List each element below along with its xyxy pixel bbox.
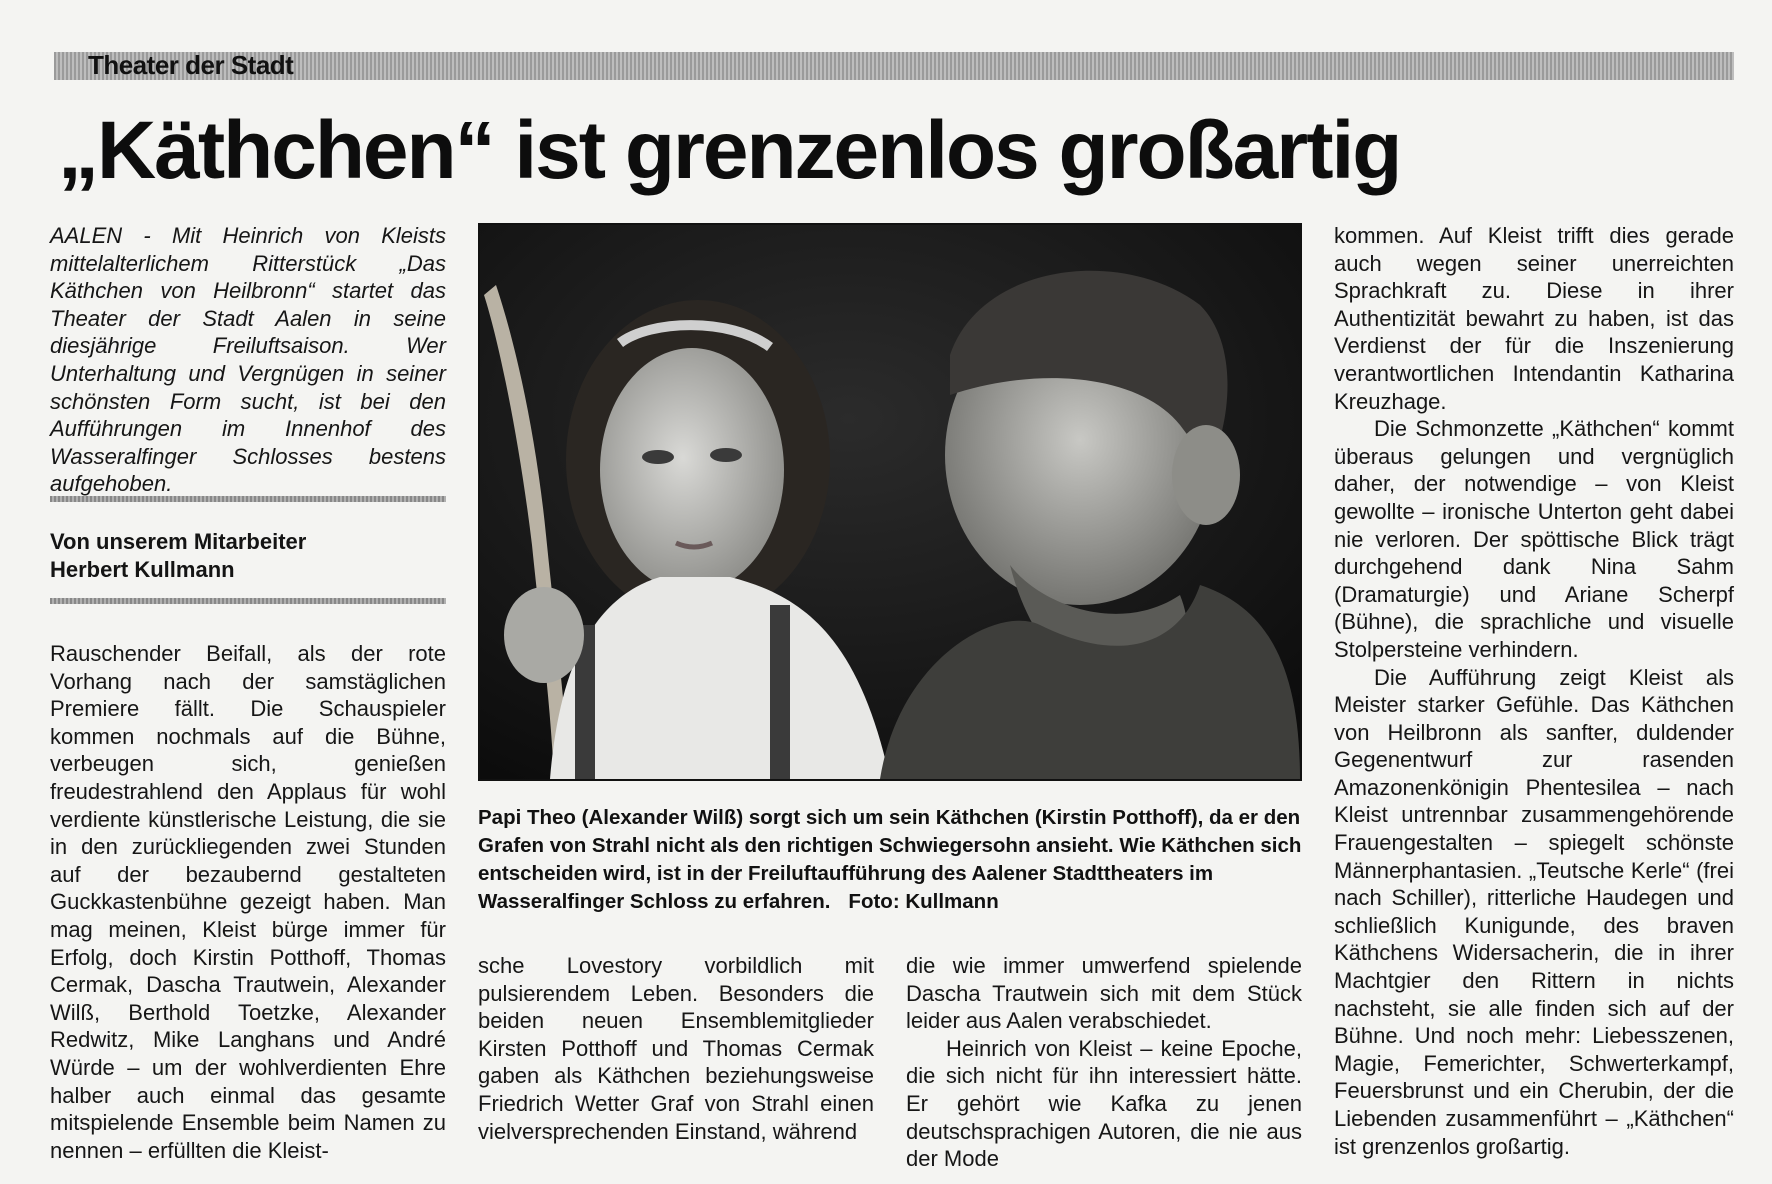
photo-caption <box>478 804 1302 916</box>
body-column-2 <box>478 952 874 1145</box>
photo-credit: Foto: Kullmann <box>848 890 999 913</box>
body-paragraph: Die Aufführung zeigt Kleist als Meister starker Gefühle. Das Käthchen von Heilbronn als sanfter, duldender Gegenentwurf zur rasenden Amazonenkönigin Phentesilea – nach Kleist untrennbar zusammengehörende Frauengestalten – spiegelt schönste Männerphantasien. „Teutsche Kerle“ (frei nach Schiller), ritterliche Haudegen und schließlich Kunigunde, des braven Käthchens Widersacherin, die in ihrer Machtgier den Rittern in nichts nachsteht, sie alle finden sich auf der Bühne. Und noch mehr: Liebesszenen, Magie, Femerichter, Schwerterkampf, Feuersbrunst und ein Cherubin, der die Liebenden zusammenführt – „Käthchen“ ist grenzenlos großartig. <box>1334 664 1734 1159</box>
byline <box>50 528 446 584</box>
caption-text: Papi Theo (Alexander Wilß) sorgt sich um sein Käthchen (Kirstin Potthoff), da er den Grafen von Strahl nicht als den richtigen Schwiegersohn ansieht. Wie Käthchen sich entscheiden wird, ist in der Freiluftaufführung des Aalener Stadttheaters im Wasseralfinger Schloss zu erfahren. <box>478 806 1302 913</box>
article-photo <box>478 223 1302 781</box>
body-column-3 <box>906 952 1302 1173</box>
lead-paragraph: AALEN - Mit Heinrich von Kleists mittelalterlichem Ritterstück „Das Käthchen von Heilbronn“ startet das Theater der Stadt Aalen in seine diesjährige Freiluftsaison. Wer Unterhaltung und Vergnügen in seiner schönsten Form sucht, ist bei den Aufführungen im Innenhof des Wasseralfinger Schlosses bestens aufgehoben. <box>50 223 446 497</box>
byline-author: Herbert Kullmann <box>50 557 235 582</box>
body-paragraph: kommen. Auf Kleist trifft dies gerade auch wegen seiner unerreichten Sprachkraft zu. Diese in ihrer Authentizität bewahrt zu haben, ist das Verdienst der für die Inszenierung verantwortlichen Intendantin Katharina Kreuzhage. <box>1334 223 1734 414</box>
section-rubric-bar <box>54 52 1734 80</box>
body-paragraph: Heinrich von Kleist – keine Epoche, die sich nicht für ihn interessiert hätte. Er gehört wie Kafka zu jenen deutschsprachigen Autoren, die nie aus der Mode <box>906 1035 1302 1172</box>
body-paragraph: sche Lovestory vorbildlich mit pulsierendem Leben. Besonders die beiden neuen Ensemblemitglieder Kirsten Potthoff und Thomas Cermak gaben als Käthchen beziehungsweise Friedrich Wetter Graf von Strahl einen vielversprechenden Einstand, während <box>478 953 874 1144</box>
byline-rule-top <box>50 496 446 502</box>
headline: „Käthchen“ ist grenzenlos großartig <box>58 105 1401 196</box>
body-column-4 <box>1334 222 1734 1160</box>
body-paragraph: Die Schmonzette „Käthchen“ kommt überaus gelungen und vergnüglich daher, der notwendige – von Kleist gewollte – ironische Unterton geht dabei nie verloren. Der spöttische Blick trägt durchgehend dank Nina Sahm (Dramaturgie) und Ariane Scherpf (Bühne), die sprachliche und visuelle Stolpersteine verhindern. <box>1334 416 1734 662</box>
byline-line-1: Von unserem Mitarbeiter <box>50 529 307 554</box>
section-rubric-label: Theater der Stadt <box>88 50 294 80</box>
body-paragraph: Rauschender Beifall, als der rote Vorhang nach der samstäglichen Premiere fällt. Die Schauspieler kommen nochmals auf die Bühne, verbeugen sich, genießen freudestrahlend den Applaus für wohl verdiente künstlerische Leistung, die sie in den zurückliegenden zwei Stunden auf der bezaubernd gestalteten Guckkastenbühne gezeigt haben. Man mag meinen, Kleist bürge immer für Erfolg, doch Kirstin Potthoff, Thomas Cermak, Dascha Trautwein, Alexander Wilß, Berthold Toetzke, Alexander Redwitz, Mike Langhans und André Würde – um der wohlverdienten Ehre halber auch einmal das gesamte mitspielende Ensemble beim Namen zu nennen – erfüllten die Kleist- <box>50 641 446 1163</box>
photo-illustration <box>480 225 1300 779</box>
byline-rule-bottom <box>50 598 446 604</box>
body-column-1 <box>50 640 446 1164</box>
body-paragraph: die wie immer umwerfend spielende Dascha Trautwein sich mit dem Stück leider aus Aalen verabschiedet. <box>906 953 1302 1034</box>
